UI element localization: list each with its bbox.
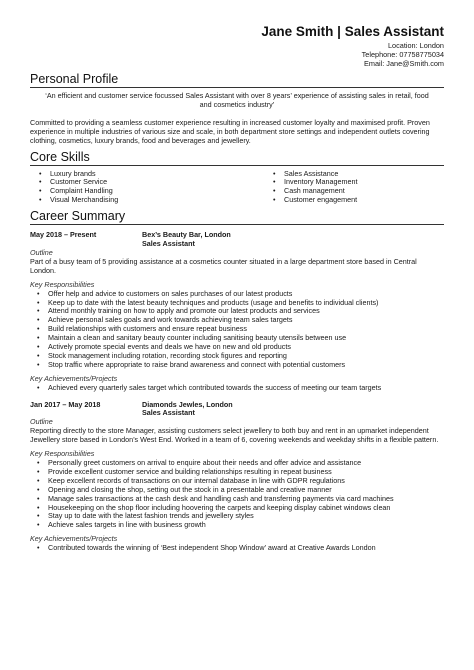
achievement-item: • Contributed towards the winning of ‘Best independent Shop Window’ award at Creative Awards London	[36, 544, 444, 553]
responsibilities-label: Key Responsibilities	[30, 279, 95, 289]
profile-paragraph: Committed to providing a seamless customer experience resulting in increased customer loyalty and maximised profit. Proven experience in multiple industries of various size and scale, in both department store settings and independent outlets covering clothing, cosmetics, luxury brands, food and beverages and jewellery.	[30, 117, 430, 145]
skill-item: • Sales Assistance	[272, 170, 358, 179]
skill-item: • Customer Service	[38, 178, 272, 187]
skills-list	[30, 170, 444, 206]
job-employer-block	[142, 401, 233, 419]
skill-item: • Luxury brands	[38, 170, 272, 179]
achievements-list	[30, 544, 444, 553]
skill-item: • Cash management	[272, 187, 358, 196]
responsibility-item: • Housekeeping on the shop floor including hoovering the carpets and keeping display cabinet windows clean	[36, 504, 444, 513]
location: Location: London	[388, 41, 444, 50]
job-header	[30, 231, 444, 249]
responsibility-item: • Achieve personal sales goals and work towards achieving team sales targets	[36, 316, 444, 325]
job-outline: Reporting directly to the store Manager, assisting customers select jewellery to both buy and rent in an upmarket independent Jewellery store based in London’s West End. Worked in a team of 6, covering weekends and weekday shifts in a flexible pattern.	[30, 426, 439, 445]
responsibility-item: • Build relationships with customers and ensure repeat business	[36, 325, 444, 334]
skill-item: • Customer engagement	[272, 196, 358, 205]
outline-label: Outline	[30, 417, 53, 427]
telephone: Telephone: 07758775034	[361, 50, 444, 59]
responsibility-item: • Personally greet customers on arrival to enquire about their needs and offer advice and assistance	[36, 459, 444, 468]
responsibility-item: • Offer help and advice to customers on sales purchases of our latest products	[36, 290, 444, 299]
responsibilities-label: Key Responsibilities	[30, 449, 95, 459]
responsibility-item: • Maintain a clean and sanitary beauty counter including sanitising beauty utensils between use	[36, 334, 444, 343]
responsibility-item: • Stop traffic where appropriate to raise brand awareness and connect with potential customers	[36, 361, 444, 370]
responsibility-item: • Actively promote special events and deals we have on new and old products	[36, 343, 444, 352]
job-employer: Diamonds Jewles, London	[142, 399, 233, 409]
job-role: Sales Assistant	[142, 408, 195, 418]
skills-column-left	[30, 170, 272, 206]
job-employer-block	[142, 231, 231, 249]
section-heading-career: Career Summary	[30, 209, 444, 225]
responsibility-item: • Provide excellent customer service and building relationships resulting in repeat business	[36, 468, 444, 477]
skill-item: • Complaint Handling	[38, 187, 272, 196]
achievements-label: Key Achievements/Projects	[30, 373, 118, 383]
outline-label: Outline	[30, 247, 53, 257]
responsibilities-list	[30, 459, 444, 530]
skills-column-right	[272, 170, 358, 206]
job-entry	[30, 401, 444, 554]
cv-header	[30, 24, 444, 68]
responsibilities-list	[30, 290, 444, 370]
job-outline: Part of a busy team of 5 providing assistance at a cosmetics counter situated in a large department store based in Central London.	[30, 256, 417, 275]
skill-item: • Inventory Management	[272, 178, 358, 187]
responsibility-item: • Stock management including rotation, recording stock figures and reporting	[36, 352, 444, 361]
job-dates: Jan 2017 – May 2018	[30, 399, 101, 409]
achievements-list	[30, 384, 444, 393]
skill-item: • Visual Merchandising	[38, 196, 272, 205]
job-role: Sales Assistant	[142, 239, 195, 249]
responsibility-item: • Opening and closing the shop, setting out the stock in a presentable and creative manner	[36, 486, 444, 495]
achievements-label: Key Achievements/Projects	[30, 534, 118, 544]
responsibility-item: • Keep up to date with the latest beauty techniques and products (usage and benefits to individual clients)	[36, 299, 444, 308]
email: Email: Jane@Smith.com	[364, 59, 444, 68]
responsibility-item: • Stay up to date with the latest fashion trends and jewellery styles	[36, 512, 444, 521]
responsibility-item: • Manage sales transactions at the cash desk and handling cash and transferring payments via card machines	[36, 495, 444, 504]
job-dates: May 2018 – Present	[30, 230, 97, 240]
section-heading-profile: Personal Profile	[30, 72, 444, 88]
job-entry	[30, 231, 444, 392]
job-employer: Bex’s Beauty Bar, London	[142, 230, 231, 240]
responsibility-item: • Attend monthly training on how to apply and promote our latest products and services	[36, 307, 444, 316]
responsibility-item: • Achieve sales targets in line with business growth	[36, 521, 444, 530]
achievement-item: • Achieved every quarterly sales target which contributed towards the success of meeting our team targets	[36, 384, 444, 393]
job-header	[30, 401, 444, 419]
name-title: Jane Smith | Sales Assistant	[261, 24, 444, 39]
section-heading-skills: Core Skills	[30, 150, 444, 166]
responsibility-item: • Keep excellent records of transactions on our internal database in line with GDPR regulations	[36, 477, 444, 486]
profile-quote: ‘An efficient and customer service focussed Sales Assistant with over 8 years’ experience of assisting sales in retail, food and cosmetics industry’	[45, 91, 429, 109]
